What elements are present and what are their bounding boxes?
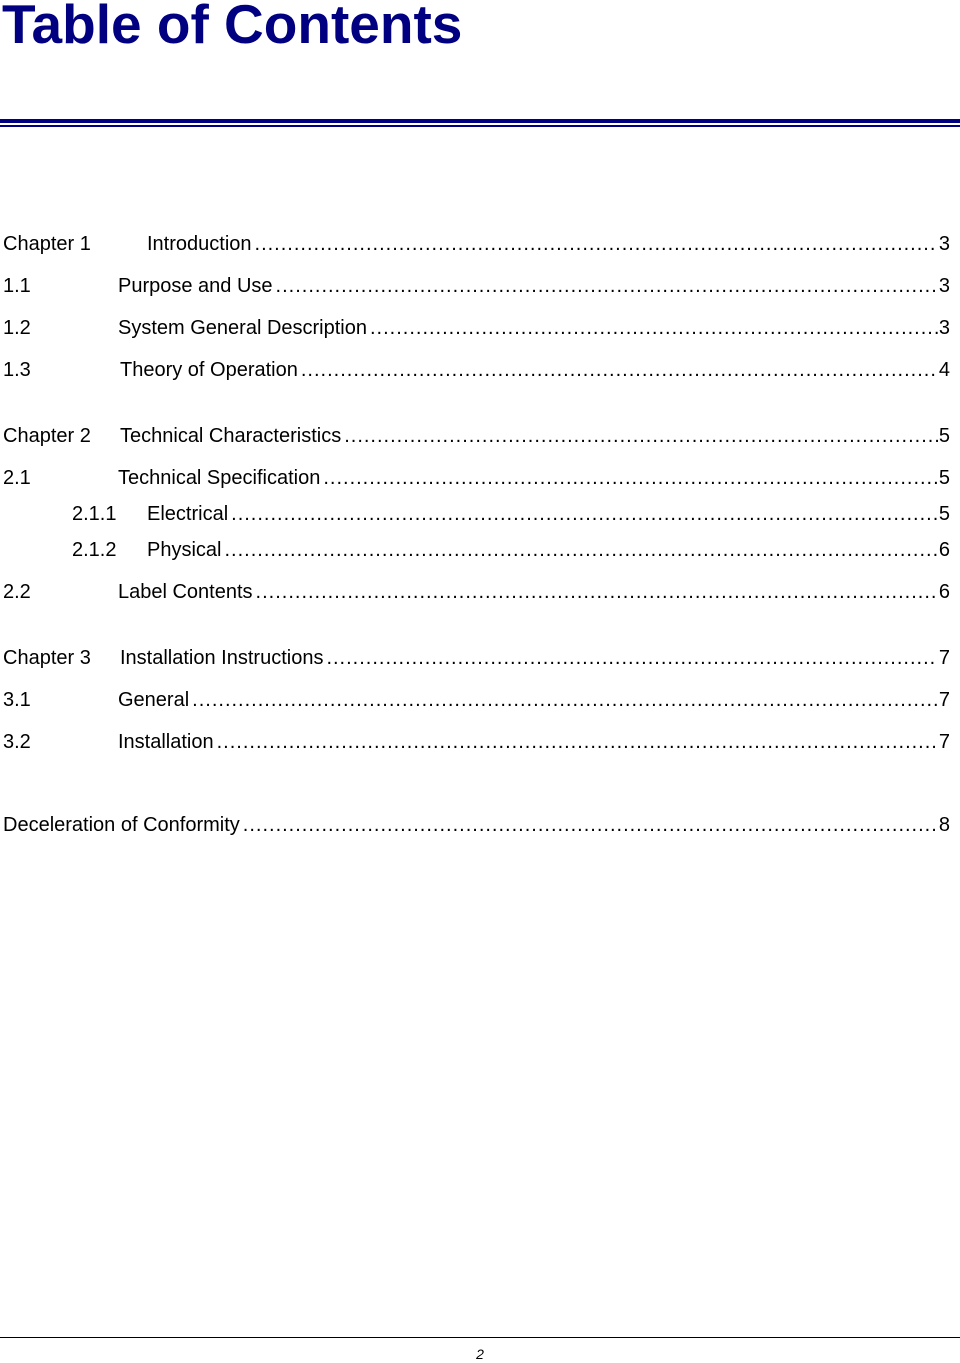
footer-divider xyxy=(0,1337,960,1338)
page-title: Table of Contents xyxy=(2,0,463,55)
toc-entry-page: 3 xyxy=(938,233,950,255)
toc-entry-page: 6 xyxy=(938,581,950,603)
toc-entry-title: Electrical xyxy=(147,499,228,529)
toc-entry-page: 6 xyxy=(938,539,950,561)
toc-leader-dots xyxy=(221,535,937,565)
toc-entry-3-2[interactable] xyxy=(0,727,950,757)
page-number: 2 xyxy=(476,1346,484,1362)
toc-leader-dots xyxy=(189,685,938,715)
toc-entry-chapter-1[interactable] xyxy=(0,229,950,259)
toc-entry-title: Physical xyxy=(147,535,221,565)
toc-entry-page: 8 xyxy=(938,814,950,836)
toc-entry-page: 5 xyxy=(938,425,950,447)
toc-entry-1-2[interactable] xyxy=(0,313,950,343)
toc-entry-number: Chapter 2 xyxy=(3,425,91,447)
toc-entry-number: Chapter 1 xyxy=(3,233,91,255)
toc-entry-3-1[interactable] xyxy=(0,685,950,715)
toc-entry-2-1-2[interactable] xyxy=(0,535,950,565)
toc-entry-number: 2.1.2 xyxy=(72,539,117,561)
toc-leader-dots xyxy=(240,810,938,840)
toc-entry-title: Installation Instructions xyxy=(120,643,323,673)
toc-entry-2-2[interactable] xyxy=(0,577,950,607)
toc-leader-dots xyxy=(341,421,938,451)
title-underline-thin xyxy=(0,125,960,127)
toc-entry-chapter-3[interactable] xyxy=(0,643,950,673)
toc-entry-page: 4 xyxy=(938,359,950,381)
toc-entry-page: 3 xyxy=(938,317,950,339)
toc-entry-title: Purpose and Use xyxy=(118,271,273,301)
toc-entry-title: Theory of Operation xyxy=(120,355,298,385)
toc-leader-dots xyxy=(298,355,938,385)
title-underline-thick xyxy=(0,119,960,123)
toc-leader-dots xyxy=(323,643,937,673)
toc-leader-dots xyxy=(214,727,938,757)
toc-entry-page: 7 xyxy=(938,647,950,669)
toc-entry-number: 1.1 xyxy=(3,275,31,297)
toc-leader-dots xyxy=(228,499,938,529)
toc-entry-page: 3 xyxy=(938,275,950,297)
toc-entry-number: 3.2 xyxy=(3,731,31,753)
toc-leader-dots xyxy=(367,313,938,343)
toc-entry-title: Technical Specification xyxy=(118,463,320,493)
toc-entry-number: 3.1 xyxy=(3,689,31,711)
toc-entry-title: Technical Characteristics xyxy=(120,421,341,451)
toc-entry-1-1[interactable] xyxy=(0,271,950,301)
toc-leader-dots xyxy=(320,463,938,493)
toc-entry-number: 2.1.1 xyxy=(72,503,117,525)
toc-leader-dots xyxy=(273,271,938,301)
toc-entry-page: 7 xyxy=(938,689,950,711)
toc-entry-2-1[interactable] xyxy=(0,463,950,493)
toc-entry-page: 5 xyxy=(938,467,950,489)
toc-entry-title: Deceleration of Conformity xyxy=(3,810,240,840)
toc-entry-number: 1.2 xyxy=(3,317,31,339)
toc-entry-title: General xyxy=(118,685,189,715)
toc-entry-number: Chapter 3 xyxy=(3,647,91,669)
toc-entry-title: Introduction xyxy=(147,229,252,259)
toc-entry-number: 2.2 xyxy=(3,581,31,603)
toc-entry-1-3[interactable] xyxy=(0,355,950,385)
toc-leader-dots xyxy=(252,229,938,259)
toc-leader-dots xyxy=(253,577,938,607)
toc-entry-2-1-1[interactable] xyxy=(0,499,950,529)
toc-entry-title: System General Description xyxy=(118,313,367,343)
toc-entry-title: Installation xyxy=(118,727,214,757)
toc-entry-page: 5 xyxy=(938,503,950,525)
toc-entry-number: 1.3 xyxy=(3,359,31,381)
toc-entry-chapter-2[interactable] xyxy=(0,421,950,451)
toc-entry-title: Label Contents xyxy=(118,577,253,607)
toc-entry-declaration-of-conformity[interactable] xyxy=(0,810,950,840)
toc-entry-page: 7 xyxy=(938,731,950,753)
toc-entry-number: 2.1 xyxy=(3,467,31,489)
